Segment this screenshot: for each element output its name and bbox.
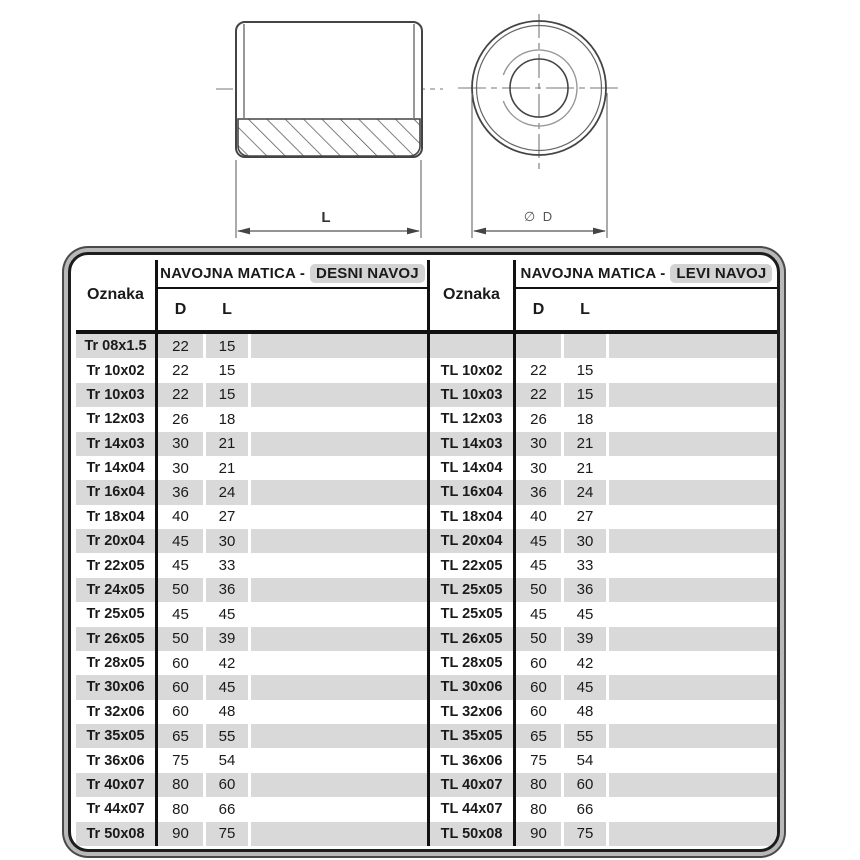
l-value-cell: 15 — [218, 362, 236, 380]
empty-cell — [609, 383, 777, 407]
d-value-cell: 60 — [530, 703, 547, 721]
table-row — [76, 553, 777, 577]
oznaka-cell: TL 25x05 — [440, 606, 503, 623]
empty-cell — [251, 797, 427, 821]
empty-cell — [251, 773, 427, 797]
table-row — [76, 602, 777, 626]
empty-cell — [251, 407, 427, 431]
d-column-header: D — [532, 300, 545, 318]
l-value-cell: 66 — [576, 800, 594, 818]
table-row — [76, 822, 777, 846]
l-column-header: L — [222, 300, 232, 318]
table-row — [76, 480, 777, 504]
l-value-cell: 42 — [576, 654, 594, 672]
d-value-cell: 26 — [172, 410, 189, 428]
table-title-left-thread — [516, 260, 777, 289]
table-row — [76, 578, 777, 602]
empty-cell — [609, 432, 777, 456]
table-row — [76, 797, 777, 821]
oznaka-cell: TL 18x04 — [440, 508, 503, 525]
arrowhead-right — [593, 228, 606, 235]
empty-cell — [609, 553, 777, 577]
empty-cell — [251, 602, 427, 626]
oznaka-header-right: Oznaka — [443, 286, 500, 303]
d-column-header: D — [174, 300, 187, 318]
d-value-cell: 45 — [172, 557, 189, 575]
d-value-cell: 45 — [516, 529, 561, 553]
l-value-cell: 66 — [218, 800, 236, 818]
oznaka-cell: Tr 14x04 — [86, 460, 145, 477]
d-value-cell: 80 — [530, 800, 547, 818]
nut-dimensions-table — [71, 255, 777, 849]
l-value-cell: 45 — [206, 675, 248, 699]
oznaka-cell: TL 14x03 — [430, 432, 513, 456]
d-value-cell: 75 — [530, 752, 547, 770]
table-row — [76, 529, 777, 553]
empty-cell — [609, 675, 777, 699]
oznaka-cell: Tr 22x05 — [86, 557, 145, 574]
table-title-right-thread — [158, 260, 427, 289]
oznaka-cell: TL 36x06 — [440, 752, 503, 769]
l-value-cell: 27 — [218, 508, 236, 526]
l-value-cell: 39 — [206, 627, 248, 651]
length-dim-label: L — [321, 209, 331, 226]
d-value-cell: 75 — [172, 752, 189, 770]
empty-cell — [251, 700, 427, 724]
d-value-cell: 45 — [530, 557, 547, 575]
l-value-cell: 33 — [218, 557, 236, 575]
empty-cell — [251, 505, 427, 529]
oznaka-cell: Tr 30x06 — [76, 675, 155, 699]
table-row — [76, 724, 777, 748]
d-value-cell: 30 — [172, 459, 189, 477]
d-value-cell: 60 — [172, 703, 189, 721]
front-view-drawing — [458, 14, 621, 238]
d-value-cell: 65 — [158, 724, 203, 748]
oznaka-cell: Tr 10x02 — [86, 362, 145, 379]
oznaka-cell: TL 50x08 — [430, 822, 513, 846]
oznaka-cell: Tr 12x03 — [86, 411, 145, 428]
oznaka-cell: TL 26x05 — [430, 627, 513, 651]
oznaka-cell: Tr 18x04 — [86, 508, 145, 525]
l-value-cell — [564, 334, 606, 358]
d-value-cell: 22 — [158, 383, 203, 407]
side-view-drawing — [216, 22, 443, 238]
oznaka-cell: Tr 32x06 — [86, 703, 145, 720]
empty-cell — [609, 773, 777, 797]
empty-cell — [251, 383, 427, 407]
table-frame — [68, 252, 780, 852]
table-header — [76, 260, 777, 334]
l-value-cell: 36 — [206, 578, 248, 602]
empty-cell — [609, 724, 777, 748]
d-value-cell: 30 — [158, 432, 203, 456]
table-row — [76, 383, 777, 407]
d-value-cell: 90 — [516, 822, 561, 846]
l-value-cell: 45 — [564, 675, 606, 699]
d-value-cell: 80 — [516, 773, 561, 797]
empty-cell — [251, 456, 427, 480]
l-value-cell: 55 — [564, 724, 606, 748]
empty-cell — [251, 334, 427, 358]
d-value-cell: 36 — [516, 480, 561, 504]
l-value-cell: 24 — [564, 480, 606, 504]
table-row — [76, 773, 777, 797]
l-value-cell: 75 — [564, 822, 606, 846]
empty-cell — [251, 529, 427, 553]
l-value-cell: 18 — [576, 410, 594, 428]
d-value-cell: 90 — [158, 822, 203, 846]
table-row — [76, 407, 777, 431]
l-value-cell: 55 — [206, 724, 248, 748]
empty-cell — [609, 797, 777, 821]
arrowhead-right — [407, 228, 420, 235]
table-row — [76, 748, 777, 772]
arrowhead-left — [237, 228, 250, 235]
l-value-cell: 30 — [206, 529, 248, 553]
oznaka-cell: Tr 26x05 — [76, 627, 155, 651]
l-value-cell: 30 — [564, 529, 606, 553]
oznaka-cell: Tr 40x07 — [76, 773, 155, 797]
empty-cell — [251, 651, 427, 675]
l-value-cell: 60 — [206, 773, 248, 797]
oznaka-cell: Tr 14x03 — [76, 432, 155, 456]
d-value-cell: 60 — [172, 654, 189, 672]
l-value-cell: 60 — [564, 773, 606, 797]
table-row — [76, 456, 777, 480]
oznaka-cell: Tr 28x05 — [86, 655, 145, 672]
title-highlight: LEVI NAVOJ — [670, 264, 772, 283]
l-value-cell: 15 — [206, 383, 248, 407]
l-value-cell: 18 — [218, 410, 236, 428]
oznaka-cell: TL 20x04 — [430, 529, 513, 553]
oznaka-cell: TL 28x05 — [440, 655, 503, 672]
d-value-cell: 22 — [530, 362, 547, 380]
d-value-cell: 26 — [530, 410, 547, 428]
oznaka-cell: TL 25x05 — [430, 578, 513, 602]
oznaka-cell: TL 16x04 — [430, 480, 513, 504]
empty-cell — [609, 505, 777, 529]
l-value-cell: 24 — [206, 480, 248, 504]
d-value-cell: 40 — [172, 508, 189, 526]
l-value-cell: 21 — [564, 432, 606, 456]
l-value-cell: 45 — [576, 605, 594, 623]
empty-cell — [609, 358, 777, 382]
l-value-cell: 33 — [576, 557, 594, 575]
d-value-cell: 80 — [172, 800, 189, 818]
oznaka-cell: Tr 25x05 — [86, 606, 145, 623]
d-value-cell: 30 — [530, 459, 547, 477]
l-column-header: L — [580, 300, 590, 318]
l-value-cell: 48 — [218, 703, 236, 721]
table-row — [76, 627, 777, 651]
oznaka-cell: TL 44x07 — [440, 801, 503, 818]
l-value-cell: 42 — [218, 654, 236, 672]
empty-cell — [609, 748, 777, 772]
oznaka-cell: Tr 08x1.5 — [76, 334, 155, 358]
d-value-cell: 65 — [516, 724, 561, 748]
empty-cell — [251, 578, 427, 602]
oznaka-cell: Tr 24x05 — [76, 578, 155, 602]
d-value-cell: 50 — [158, 578, 203, 602]
l-value-cell: 75 — [206, 822, 248, 846]
oznaka-cell — [430, 334, 513, 358]
l-value-cell: 36 — [564, 578, 606, 602]
d-value-cell: 36 — [158, 480, 203, 504]
empty-cell — [609, 334, 777, 358]
l-value-cell: 21 — [576, 459, 594, 477]
table-row — [76, 334, 777, 358]
diameter-dim-label: ∅ D — [523, 209, 555, 224]
oznaka-header-left: Oznaka — [87, 286, 144, 303]
d-value-cell: 30 — [516, 432, 561, 456]
d-value-cell: 22 — [172, 362, 189, 380]
empty-cell — [609, 602, 777, 626]
oznaka-cell: Tr 20x04 — [76, 529, 155, 553]
empty-cell — [609, 651, 777, 675]
empty-cell — [251, 480, 427, 504]
d-value-cell: 80 — [158, 773, 203, 797]
table-row — [76, 358, 777, 382]
l-value-cell: 48 — [576, 703, 594, 721]
oznaka-cell: TL 22x05 — [440, 557, 503, 574]
empty-cell — [251, 358, 427, 382]
empty-cell — [609, 578, 777, 602]
empty-cell — [251, 553, 427, 577]
d-value-cell: 60 — [158, 675, 203, 699]
oznaka-cell: TL 32x06 — [440, 703, 503, 720]
oznaka-cell: TL 10x02 — [440, 362, 503, 379]
table-row — [76, 700, 777, 724]
table-body — [76, 334, 777, 846]
empty-cell — [609, 627, 777, 651]
d-value-cell: 45 — [530, 605, 547, 623]
l-value-cell: 15 — [206, 334, 248, 358]
oznaka-cell: Tr 35x05 — [76, 724, 155, 748]
empty-cell — [251, 432, 427, 456]
arrowhead-left — [473, 228, 486, 235]
empty-cell — [609, 822, 777, 846]
l-value-cell: 45 — [218, 605, 236, 623]
oznaka-cell: Tr 44x07 — [86, 801, 145, 818]
technical-drawings — [0, 0, 860, 250]
l-value-cell: 54 — [576, 752, 594, 770]
d-value-cell: 45 — [158, 529, 203, 553]
empty-cell — [251, 822, 427, 846]
empty-cell — [251, 675, 427, 699]
d-value-cell: 40 — [530, 508, 547, 526]
title-highlight: DESNI NAVOJ — [310, 264, 425, 283]
title-prefix: NAVOJNA MATICA - — [160, 265, 306, 282]
l-value-cell: 15 — [564, 383, 606, 407]
thread-hatch-band — [238, 119, 420, 156]
oznaka-cell: Tr 10x03 — [76, 383, 155, 407]
oznaka-cell: Tr 50x08 — [76, 822, 155, 846]
table-row — [76, 432, 777, 456]
empty-cell — [609, 700, 777, 724]
empty-cell — [609, 456, 777, 480]
empty-cell — [609, 480, 777, 504]
empty-cell — [609, 529, 777, 553]
oznaka-cell: TL 35x05 — [430, 724, 513, 748]
oznaka-cell: TL 30x06 — [430, 675, 513, 699]
l-value-cell: 21 — [206, 432, 248, 456]
d-value-cell: 60 — [530, 654, 547, 672]
oznaka-cell: TL 14x04 — [440, 460, 503, 477]
empty-cell — [609, 407, 777, 431]
d-value-cell: 22 — [516, 383, 561, 407]
d-value-cell: 60 — [516, 675, 561, 699]
table-row — [76, 505, 777, 529]
l-value-cell: 39 — [564, 627, 606, 651]
l-value-cell: 27 — [576, 508, 594, 526]
empty-cell — [251, 748, 427, 772]
oznaka-cell: Tr 36x06 — [86, 752, 145, 769]
d-value-cell: 50 — [516, 578, 561, 602]
table-row — [76, 651, 777, 675]
d-value-cell — [516, 334, 561, 358]
empty-cell — [251, 627, 427, 651]
l-value-cell: 15 — [576, 362, 594, 380]
empty-cell — [251, 724, 427, 748]
oznaka-cell: TL 40x07 — [430, 773, 513, 797]
d-value-cell: 45 — [172, 605, 189, 623]
d-value-cell: 50 — [158, 627, 203, 651]
title-prefix: NAVOJNA MATICA - — [520, 265, 666, 282]
oznaka-cell: TL 12x03 — [440, 411, 503, 428]
d-value-cell: 22 — [158, 334, 203, 358]
d-value-cell: 50 — [516, 627, 561, 651]
table-row — [76, 675, 777, 699]
l-value-cell: 21 — [218, 459, 236, 477]
l-value-cell: 54 — [218, 752, 236, 770]
oznaka-cell: Tr 16x04 — [76, 480, 155, 504]
oznaka-cell: TL 10x03 — [430, 383, 513, 407]
